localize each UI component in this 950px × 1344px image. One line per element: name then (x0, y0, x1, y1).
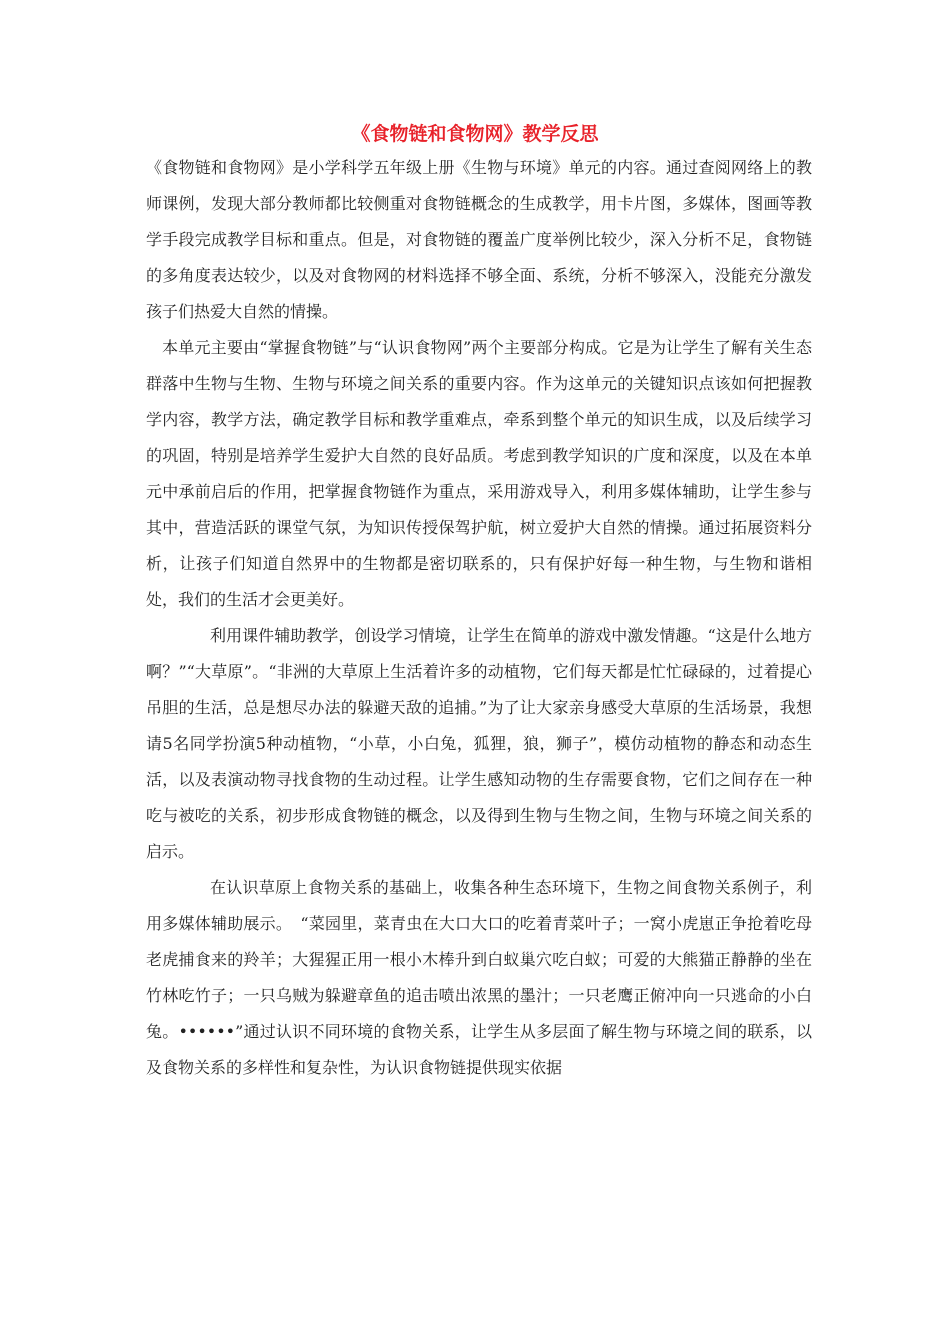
paragraph-food-relations: 在认识草原上食物关系的基础上，收集各种生态环境下，生物之间食物关系例子，利用多媒体辅助展示。 “菜园里，菜青虫在大口大口的吃着青菜叶子；一窝小虎崽正争抢着吃母老虎捕食来的羚羊；大猩猩正用一根小木棒升到白蚁巢穴吃白蚁；可爱的大熊猫正静静的坐在竹林吃竹子；一只乌贼为躲避章鱼的追击喷出浓黑的墨汁；一只老鹰正俯冲向一只逃命的小白兔。••••••”通过认识不同环境的食物关系，让学生从多层面了解生物与环境之间的联系，以及食物关系的多样性和复杂性，为认识食物链提供现实依据 (146, 878, 812, 1077)
paragraph-courseware-game: 利用课件辅助教学，创设学习情境，让学生在简单的游戏中激发情趣。“这是什么地方啊？”“大草原”。“非洲的大草原上生活着许多的动植物，它们每天都是忙忙碌碌的，过着提心吊胆的生活，总是想尽办法的躲避天敌的追捕。”为了让大家亲身感受大草原的生活场景，我想请5名同学扮演5种动植物，“小草，小白兔，狐狸，狼，狮子”，模仿动植物的静态和动态生活，以及表演动物寻找食物的生动过程。让学生感知动物的生存需要食物，它们之间存在一种吃与被吃的关系，初步形成食物链的概念，以及得到生物与生物之间，生物与环境之间关系的启示。 (146, 626, 812, 861)
paragraph-intro: 《食物链和食物网》是小学科学五年级上册《生物与环境》单元的内容。通过查阅网络上的教师课例，发现大部分教师都比较侧重对食物链概念的生成教学，用卡片图，多媒体，图画等教学手段完成教学目标和重点。但是，对食物链的覆盖广度举例比较少，深入分析不足，食物链的多角度表达较少，以及对食物网的材料选择不够全面、系统，分析不够深入，没能充分激发孩子们热爱大自然的情操。 (146, 158, 812, 321)
document-title: 《食物链和食物网》教学反思 (351, 123, 599, 145)
document-body (146, 150, 812, 1086)
paragraph-unit-structure: 本单元主要由“掌握食物链”与“认识食物网”两个主要部分构成。它是为让学生了解有关生态群落中生物与生物、生物与环境之间关系的重要内容。作为这单元的关键知识点该如何把握教学内容，教学方法，确定教学目标和教学重难点，牵系到整个单元的知识生成，以及后续学习的巩固，特别是培养学生爱护大自然的良好品质。考虑到教学知识的广度和深度，以及在本单元中承前启后的作用，把掌握食物链作为重点，采用游戏导入，利用多媒体辅助，让学生参与其中，营造活跃的课堂气氛，为知识传授保驾护航，树立爱护大自然的情操。通过拓展资料分析，让孩子们知道自然界中的生物都是密切联系的，只有保护好每一种生物，与生物和谐相处，我们的生活才会更美好。 (146, 338, 812, 609)
